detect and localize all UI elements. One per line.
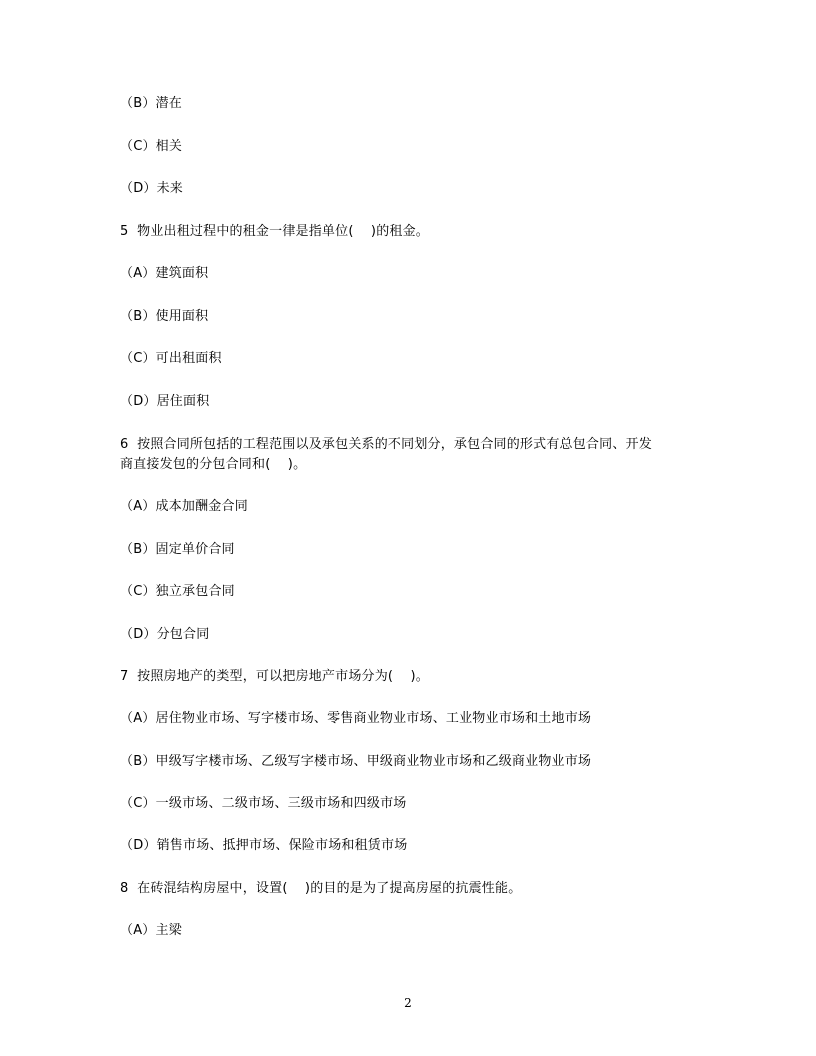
q6-option-a: （A）成本加酬金合同: [120, 499, 248, 514]
q7-option-c: （C）一级市场、二级市场、三级市场和四级市场: [120, 796, 407, 811]
q6-option-d: （D）分包合同: [120, 627, 210, 642]
q5-option-d: （D）居住面积: [120, 394, 210, 409]
option-c-line: （C）相关: [120, 139, 183, 154]
question-6-line-2: 商直接发包的分包合同和( )。: [120, 457, 307, 472]
q7-option-a: （A）居住物业市场、写字楼市场、零售商业物业市场、工业物业市场和土地市场: [120, 711, 592, 726]
q7-option-d: （D）销售市场、抵押市场、保险市场和租赁市场: [120, 838, 408, 853]
option-d-line: （D）未来: [120, 181, 184, 196]
q5-option-b: （B）使用面积: [120, 309, 209, 324]
q8-option-a: （A）主梁: [120, 923, 182, 938]
q6-option-c: （C）独立承包合同: [120, 584, 235, 599]
option-b-line: （B）潜在: [120, 96, 182, 111]
page-number: 2: [404, 996, 412, 1010]
q5-option-a: （A）建筑面积: [120, 266, 209, 281]
q7-option-b: （B）甲级写字楼市场、乙级写字楼市场、甲级商业物业市场和乙级商业物业市场: [120, 754, 592, 769]
question-5: 5 物业出租过程中的租金一律是指单位( )的租金。: [120, 224, 430, 239]
question-8: 8 在砖混结构房屋中，设置( )的目的是为了提高房屋的抗震性能。: [120, 881, 522, 896]
question-7: 7 按照房地产的类型，可以把房地产市场分为( )。: [120, 669, 430, 684]
q6-option-b: （B）固定单价合同: [120, 542, 235, 557]
question-6-line-1: 6 按照合同所包括的工程范围以及承包关系的不同划分，承包合同的形式有总包合同、开发: [120, 437, 652, 452]
q5-option-c: （C）可出租面积: [120, 351, 222, 366]
